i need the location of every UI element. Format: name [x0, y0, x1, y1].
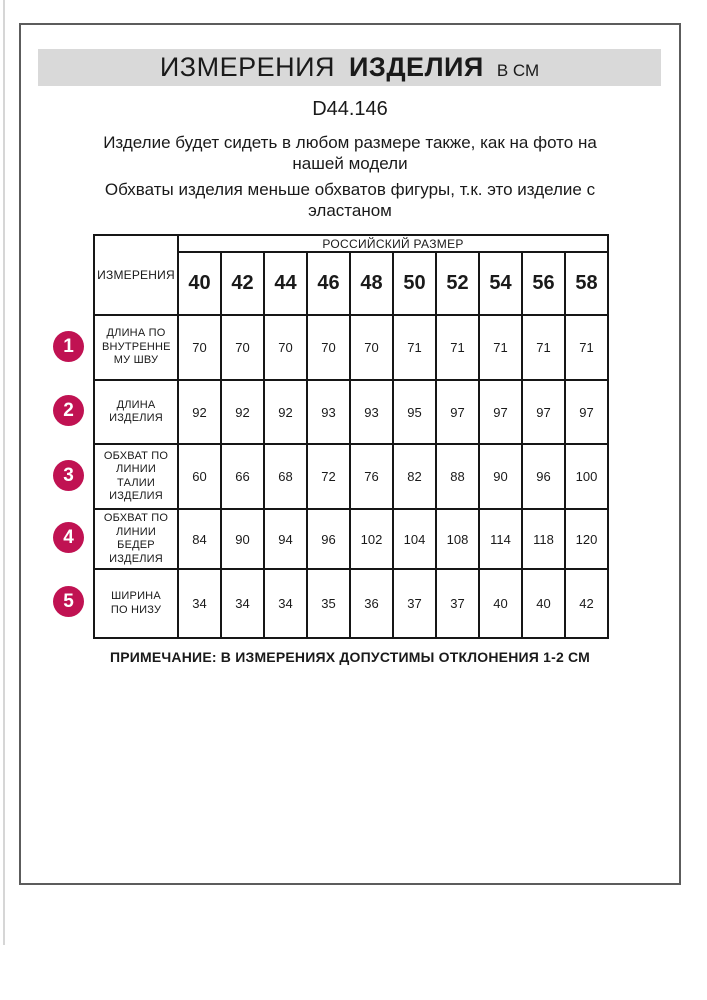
- measurements-column-header: ИЗМЕРЕНИЯ: [94, 235, 178, 315]
- size-header-cell: 54: [479, 252, 522, 315]
- scan-edge-line: [3, 0, 5, 945]
- size-header-cell: 48: [350, 252, 393, 315]
- size-value-cell: 90: [479, 444, 522, 509]
- size-header-cell: 58: [565, 252, 608, 315]
- size-value-cell: 70: [307, 315, 350, 380]
- measurement-label: ДЛИНА ИЗДЕЛИЯ: [94, 380, 178, 444]
- size-header-cell: 50: [393, 252, 436, 315]
- size-table-body: [94, 315, 608, 638]
- size-value-cell: 84: [178, 509, 221, 569]
- size-value-cell: 93: [350, 380, 393, 444]
- size-value-cell: 34: [264, 569, 307, 638]
- size-value-cell: 95: [393, 380, 436, 444]
- size-value-cell: 70: [178, 315, 221, 380]
- measurement-label: ОБХВАТ ПО ЛИНИИ ТАЛИИ ИЗДЕЛИЯ: [94, 444, 178, 509]
- size-value-cell: 93: [307, 380, 350, 444]
- size-header-cell: 52: [436, 252, 479, 315]
- size-value-cell: 92: [221, 380, 264, 444]
- title-banner: [38, 49, 661, 86]
- size-value-cell: 71: [479, 315, 522, 380]
- russian-size-header: РОССИЙСКИЙ РАЗМЕР: [178, 235, 608, 252]
- size-header-cell: 44: [264, 252, 307, 315]
- size-value-cell: 88: [436, 444, 479, 509]
- size-value-cell: 96: [522, 444, 565, 509]
- table-row: [94, 569, 608, 638]
- table-row: [94, 380, 608, 444]
- size-value-cell: 68: [264, 444, 307, 509]
- size-value-cell: 71: [436, 315, 479, 380]
- size-value-cell: 40: [479, 569, 522, 638]
- elastane-description: Обхваты изделия меньше обхватов фигуры, т.к. это изделие с эластаном: [104, 180, 596, 220]
- row-number-badge: 1: [53, 331, 84, 362]
- size-value-cell: 42: [565, 569, 608, 638]
- size-value-cell: 37: [393, 569, 436, 638]
- size-value-cell: 92: [264, 380, 307, 444]
- page-title-word-measurements: ИЗМЕРЕНИЯ: [159, 52, 335, 82]
- table-row: [94, 444, 608, 509]
- size-value-cell: 114: [479, 509, 522, 569]
- measurement-label: ДЛИНА ПО ВНУТРЕННЕ МУ ШВУ: [94, 315, 178, 380]
- group-header-row: [94, 235, 608, 252]
- size-chart-table: [93, 234, 609, 639]
- size-value-cell: 96: [307, 509, 350, 569]
- size-value-cell: 120: [565, 509, 608, 569]
- size-value-cell: 102: [350, 509, 393, 569]
- size-value-cell: 92: [178, 380, 221, 444]
- size-value-cell: 36: [350, 569, 393, 638]
- size-value-cell: 40: [522, 569, 565, 638]
- size-header-cell: 42: [221, 252, 264, 315]
- size-value-cell: 108: [436, 509, 479, 569]
- measurement-label: ШИРИНА ПО НИЗУ: [94, 569, 178, 638]
- table-row: [94, 509, 608, 569]
- size-value-cell: 71: [565, 315, 608, 380]
- measurement-label: ОБХВАТ ПО ЛИНИИ БЕДЕР ИЗДЕЛИЯ: [94, 509, 178, 569]
- size-value-cell: 104: [393, 509, 436, 569]
- size-value-cell: 90: [221, 509, 264, 569]
- size-value-cell: 35: [307, 569, 350, 638]
- size-value-cell: 71: [522, 315, 565, 380]
- size-value-cell: 70: [350, 315, 393, 380]
- article-code: D44.146: [312, 98, 388, 120]
- page-title-unit: В СМ: [496, 61, 540, 80]
- size-value-cell: 82: [393, 444, 436, 509]
- row-number-badge: 3: [53, 460, 84, 491]
- size-value-cell: 66: [221, 444, 264, 509]
- size-value-cell: 97: [565, 380, 608, 444]
- row-number-badge: 5: [53, 586, 84, 617]
- size-value-cell: 118: [522, 509, 565, 569]
- size-value-cell: 37: [436, 569, 479, 638]
- fit-description: Изделие будет сидеть в любом размере также, как на фото на нашей модели: [103, 133, 597, 173]
- size-value-cell: 97: [479, 380, 522, 444]
- size-value-cell: 97: [522, 380, 565, 444]
- size-value-cell: 97: [436, 380, 479, 444]
- size-value-cell: 76: [350, 444, 393, 509]
- size-value-cell: 72: [307, 444, 350, 509]
- size-value-cell: 34: [221, 569, 264, 638]
- size-header-cell: 56: [522, 252, 565, 315]
- size-value-cell: 70: [221, 315, 264, 380]
- tolerance-note: ПРИМЕЧАНИЕ: В ИЗМЕРЕНИЯХ ДОПУСТИМЫ ОТКЛОНЕНИЯ 1-2 СМ: [109, 649, 591, 665]
- size-value-cell: 94: [264, 509, 307, 569]
- size-header-cell: 40: [178, 252, 221, 315]
- row-number-badge: 4: [53, 522, 84, 553]
- size-value-cell: 71: [393, 315, 436, 380]
- page-title-word-product: ИЗДЕЛИЯ: [349, 52, 484, 82]
- size-value-cell: 100: [565, 444, 608, 509]
- size-header-cell: 46: [307, 252, 350, 315]
- row-number-badge: 2: [53, 395, 84, 426]
- size-value-cell: 60: [178, 444, 221, 509]
- size-value-cell: 70: [264, 315, 307, 380]
- table-row: [94, 315, 608, 380]
- size-value-cell: 34: [178, 569, 221, 638]
